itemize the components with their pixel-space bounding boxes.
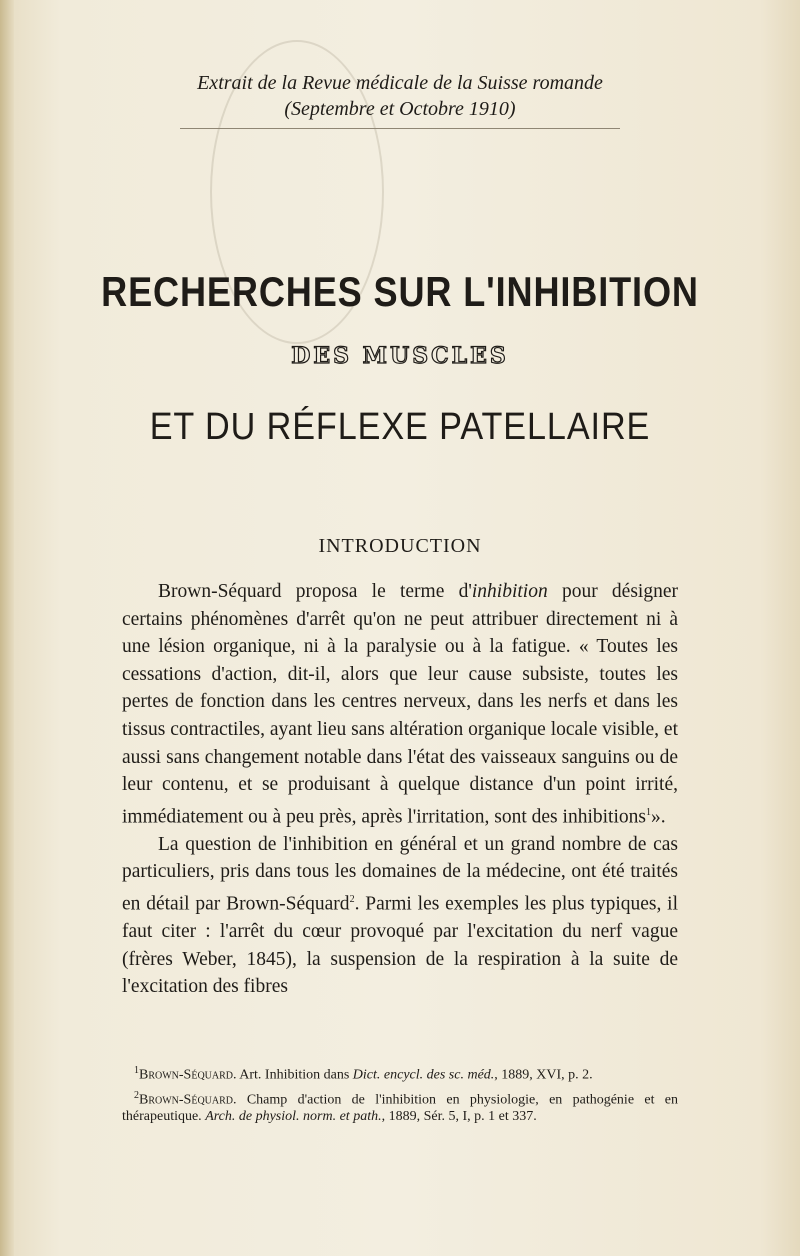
p2-text-b: . Parmi les exemples les plus typiques, il faut citer : l'arrêt du cœur provoqué par l'excitation du nerf vague (frères Weber, 1845), la suspension de la respiration à la suite de l'excitation des fibres [122,893,679,998]
title-line-3: ET DU RÉFLEXE PATELLAIRE [149,406,651,448]
header-journal: Extrait de la Revue médicale de la Suisse romande [197,72,603,94]
footnote-1 [122,1063,678,1084]
paragraph-1 [122,578,678,831]
title-line-2: DES MUSCLES [291,343,509,369]
page-edge [0,0,14,1256]
p1-end: ». [650,806,666,828]
header-date: (Septembre et Octobre 1910) [284,98,516,120]
footnote-source: Dict. encycl. des sc. méd. [352,1067,495,1083]
footnote-text-end: , 1889, Sér. 5, I, p. 1 et 337. [381,1109,537,1125]
footnote-text: Art. Inhibition dans [236,1067,353,1083]
footnote-author: Brown-Séquard. [139,1092,237,1108]
footnote-text: Champ d'action de l'inhibition en physiologie, en pathogénie et en thérapeutique. [122,1092,678,1125]
offprint-header [0,70,800,122]
footnote-author: Brown-Séquard. [139,1067,237,1083]
footnotes [122,1063,678,1130]
header-rule [180,128,620,129]
p2-text-a: La question de l'inhibition en général et un grand nombre de cas particuliers, pris dans tous les domaines de la médecine, ont été traités en détail par Brown-Séquard [122,833,678,915]
footnote-text-end: , 1889, XVI, p. 2. [494,1067,593,1083]
p1-text-a: Brown-Séquard proposa le terme d' [158,581,472,602]
footnote-2 [122,1088,678,1126]
footnote-number: 2 [134,1090,139,1102]
p1-emphasis: inhibition [471,581,548,602]
footnote-source: Arch. de physiol. norm. et path. [205,1109,382,1125]
footnote-number: 1 [134,1065,139,1076]
footnote-ref-1: 1 [645,806,651,818]
p1-text-b: pour désigner certains phénomènes d'arrêt qu'on ne peut attribuer directement ni à une lésion organique, ni à la paralysie ou à la fatigue. « Toutes les cessations d'action, dit-il, alors que leur cause subsiste, toutes les pertes de fonction dans les centres nerveux, dans les nerfs et dans les tissus contractiles, ayant lieu sans altération organique locale visible, et aussi sans changement notable dans l'état des vaisseaux sanguins ou de leur contenu, et se produisant à quelque distance d'un point irrité, immédiatement ou à peu près, après l'irritation, sont des inhibitions [122,581,678,828]
body-text [122,578,678,1001]
section-heading: INTRODUCTION [318,535,482,557]
title-line-1: RECHERCHES SUR L'INHIBITION [101,268,699,315]
paragraph-2 [122,831,678,1001]
footnote-ref-2: 2 [349,894,355,906]
